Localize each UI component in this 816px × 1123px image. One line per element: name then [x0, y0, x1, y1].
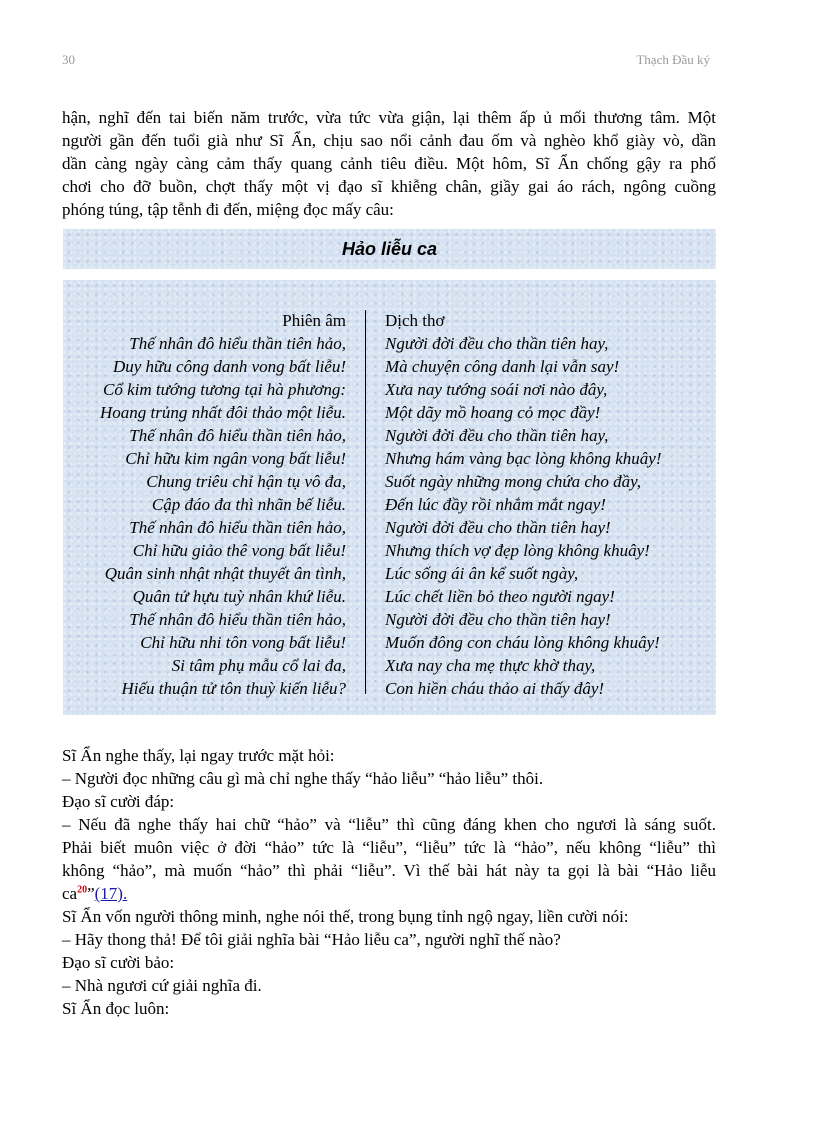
poem-line: Quân tử hựu tuỳ nhân khứ liễu. — [132, 587, 346, 606]
text-line: – Nếu đã nghe thấy hai chữ “hảo” và “liễu” thì cũng đáng khen cho ngươi là sáng suốt. — [62, 815, 716, 834]
page-number: 30 — [62, 52, 75, 67]
poem-line: Chỉ hữu giảo thê vong bất liễu! — [132, 541, 346, 560]
poem-line: Cổ kim tướng tương tại hà phương: — [103, 380, 346, 399]
poem-column-translation — [385, 309, 715, 700]
text-line: Phải biết muôn việc ở đời “hảo” tức là “liễu”, “liễu” tức là “hảo”, nếu không “liễu” thì — [62, 838, 716, 857]
poem-line: Lúc chết liền bỏ theo người ngay! — [385, 587, 615, 606]
running-title: Thạch Đầu ký — [636, 52, 710, 67]
poem-line: Thế nhân đô hiểu thần tiên hảo, — [129, 610, 346, 629]
poem-line: Một dãy mồ hoang cỏ mọc đầy! — [385, 403, 601, 422]
text-line: – Người đọc những câu gì mà chỉ nghe thấy “hảo liễu” “hảo liễu” thôi. — [62, 769, 544, 788]
poem-line: Xưa nay cha mẹ thực khờ thay, — [385, 656, 596, 675]
poem-line: Nhưng thích vợ đẹp lòng không khuây! — [385, 541, 650, 560]
poem-line: Chỉ hữu nhi tôn vong bất liễu! — [140, 633, 346, 652]
text-line: dần càng ngày càng cảm thấy quang cảnh tiêu điều. Một hôm, Sĩ Ẩn chống gậy ra phố — [62, 154, 716, 173]
poem-line: Duy hữu công danh vong bất liễu! — [112, 357, 346, 376]
text-line: người gần đến tuổi già như Sĩ Ẩn, chịu sao nổi cảnh đau ốm và nghèo khổ giày vò, dần — [62, 131, 716, 150]
poem-line: Thế nhân đô hiểu thần tiên hảo, — [129, 518, 346, 537]
text-line: không “hảo”, mà muốn “hảo” thì phải “liễu”. Vì thế bài hát này ta gọi là bài “Hảo liễu — [62, 861, 716, 880]
poem-column-original — [63, 309, 346, 700]
poem-line: Cập đáo đa thì nhãn bế liễu. — [151, 495, 346, 514]
text-line: hận, nghĩ đến tai biến năm trước, vừa tức vừa giận, lại thêm ấp ủ mối thương tâm. Một — [62, 108, 716, 127]
poem-line: Người đời đều cho thần tiên hay! — [385, 518, 611, 537]
poem-line: Si tâm phụ mẫu cổ lai đa, — [171, 656, 346, 675]
poem-line: Chỉ hữu kim ngân vong bất liễu! — [125, 449, 346, 468]
poem-line: Người đời đều cho thần tiên hay! — [385, 610, 611, 629]
note-link[interactable]: (17). — [94, 884, 128, 903]
footnote-number: 20 — [77, 884, 88, 896]
poem-box — [63, 280, 716, 715]
poem-line: Người đời đều cho thần tiên hay, — [385, 334, 609, 353]
poem-line: Suốt ngày những mong chứa cho đầy, — [385, 472, 642, 491]
column-header: Phiên âm — [282, 311, 346, 330]
text-line: Sĩ Ẩn đọc luôn: — [62, 999, 170, 1018]
poem-line: Muốn đông con cháu lòng không khuây! — [385, 633, 660, 652]
text-line: Đạo sĩ cười bảo: — [62, 953, 175, 972]
poem-line: Thế nhân đô hiểu thần tiên hảo, — [129, 426, 346, 445]
text-line: chơi cho đỡ buồn, chợt thấy một vị đạo sĩ khiễng chân, giầy gai áo rách, ngông cuồng — [62, 177, 716, 196]
text-line: Sĩ Ẩn nghe thấy, lại ngay trước mặt hỏi: — [62, 746, 335, 765]
poem-title: Hảo liễu ca — [341, 239, 438, 259]
dialogue-paragraph — [62, 744, 716, 1020]
text-fragment: ca — [62, 884, 78, 903]
poem-line: Hiếu thuận tử tôn thuỳ kiến liễu? — [121, 679, 346, 698]
intro-paragraph — [62, 106, 716, 221]
poem-line: Đến lúc đầy rồi nhắm mắt ngay! — [385, 495, 606, 514]
closing-quote: ” — [87, 884, 95, 903]
text-line: – Nhà ngươi cứ giải nghĩa đi. — [62, 976, 262, 995]
text-line: Đạo sĩ cười đáp: — [62, 792, 175, 811]
poem-line: Chung triêu chỉ hận tụ vô đa, — [146, 472, 346, 491]
poem-line: Quân sinh nhật nhật thuyết ân tình, — [104, 564, 346, 583]
text-line: Sĩ Ẩn vốn người thông minh, nghe nói thế, trong bụng tỉnh ngộ ngay, liền cười nói: — [62, 907, 629, 926]
column-header: Dịch thơ — [385, 311, 445, 330]
column-divider — [365, 310, 366, 694]
poem-line: Hoang trủng nhất đôi thảo một liễu. — [99, 403, 346, 422]
poem-line: Mà chuyện công danh lại vẫn say! — [385, 357, 620, 376]
poem-line: Lúc sống ái ân kể suốt ngày, — [385, 564, 579, 583]
text-line: – Hãy thong thả! Để tôi giải nghĩa bài “Hảo liễu ca”, người nghĩ thế nào? — [62, 930, 561, 949]
poem-line: Nhưng hám vàng bạc lòng không khuây! — [385, 449, 662, 468]
poem-line: Con hiền cháu thảo ai thấy đây! — [385, 679, 605, 698]
poem-line: Người đời đều cho thần tiên hay, — [385, 426, 609, 445]
poem-line: Thế nhân đô hiểu thần tiên hảo, — [129, 334, 346, 353]
poem-title-bar — [63, 229, 716, 269]
text-line — [62, 882, 716, 905]
text-line: phóng túng, tập tễnh đi đến, miệng đọc mấy câu: — [62, 200, 394, 219]
page-header — [62, 52, 710, 70]
poem-line: Xưa nay tướng soái nơi nào đây, — [385, 380, 608, 399]
